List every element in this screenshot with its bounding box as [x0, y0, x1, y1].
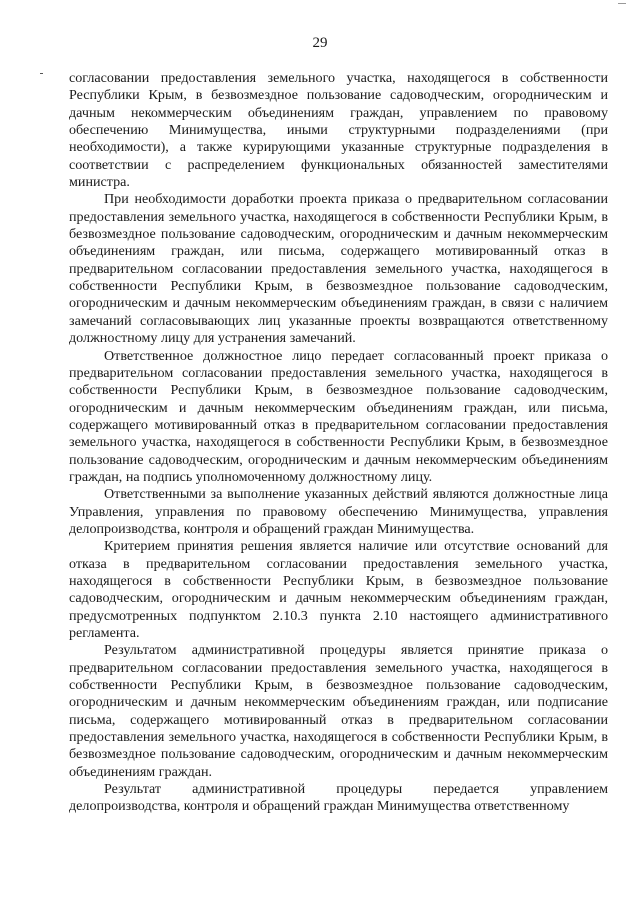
paragraph-responsible-officials: Ответственными за выполнение указанных действий являются должностные лица Управления, управления по правовому обеспечению Минимущества, управления делопроизводства, контроля и обращений граждан Минимущества. — [69, 486, 608, 537]
paragraph-result-transfer: Результат административной процедуры передается управлением делопроизводства, контроля и обращений граждан Минимущества ответственному — [69, 781, 608, 815]
paragraph-revision: При необходимости доработки проекта приказа о предварительном согласовании предоставления земельного участка, находящегося в собственности Республики Крым, в безвозмездное пользование садоводческим, огородническим и дачным некоммерческим объединениям граждан, или письма, содержащего мотивированный отказ в предварительном согласовании предоставления земельного участка, находящегося в собственности Республики Крым, в безвозмездное пользование садоводческим, огородническим и дачным некоммерческим объединениям граждан, в связи с наличием замечаний согласовывающих лиц указанные проекты возвращаются ответственному должностному лицу для устранения замечаний. — [69, 191, 608, 347]
scan-corner-mark — [618, 0, 626, 4]
paragraph-continuation: согласовании предоставления земельного участка, находящегося в собственности Республики Крым, в безвозмездное пользование садоводческим, огородническим и дачным некоммерческим объединениям граждан, управлением по правовому обеспечению Минимущества, иными структурными подразделениями (при необходимости), а также курирующими указанные структурные подразделения в соответствии с распределением функциональных обязанностей заместителями министра. — [69, 70, 608, 191]
paragraph-decision-criterion: Критерием принятия решения является наличие или отсутствие оснований для отказа в предварительном согласовании предоставления земельного участка, находящегося в собственности Республики Крым, в безвозмездное пользование садоводческим, огородническим и дачным некоммерческим объединениям граждан, предусмотренных подпунктом 2.10.3 пункта 2.10 настоящего административного регламента. — [69, 538, 608, 641]
paragraph-procedure-result: Результатом административной процедуры является принятие приказа о предварительном согласовании предоставления земельного участка, находящегося в собственности Республики Крым, в безвозмездное пользование садоводческим, огородническим и дачным некоммерческим объединениям граждан, или подписание письма, содержащего мотивированный отказ в предварительном согласовании предоставления земельного участка, находящегося в собственности Республики Крым, в безвозмездное пользование садоводческим, огородническим и дачным некоммерческим объединениям граждан. — [69, 642, 608, 780]
paragraph-signing-transfer: Ответственное должностное лицо передает согласованный проект приказа о предварительном согласовании предоставления земельного участка, находящегося в собственности Республики Крым, в безвозмездное пользование садоводческим, огородническим и дачным некоммерческим объединениям граждан, или письма, содержащего мотивированный отказ в предварительном согласовании предоставления земельного участка, находящегося в собственности Республики Крым, в безвозмездное пользование садоводческим, огородническим и дачным некоммерческим объединениям граждан, на подпись уполномоченному должностному лицу. — [69, 347, 608, 485]
page-number: 29 — [312, 35, 328, 51]
scan-margin-mark — [40, 73, 43, 74]
document-body — [69, 70, 608, 816]
